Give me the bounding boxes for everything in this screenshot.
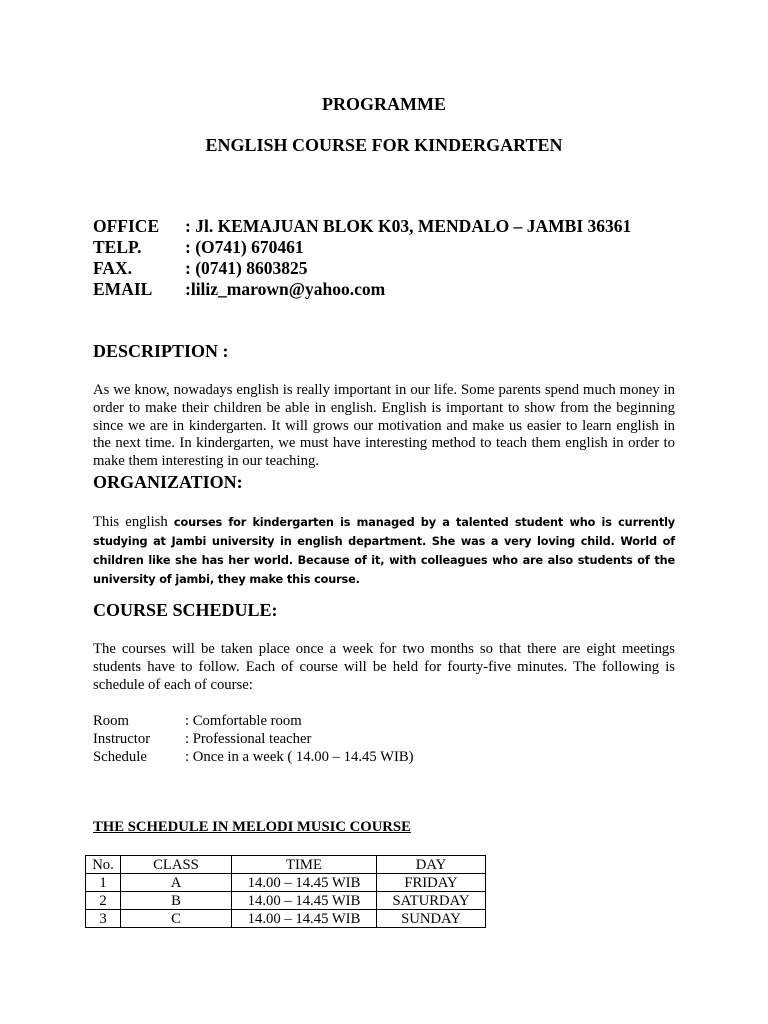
column-header-no: No.: [86, 856, 121, 874]
table-row: [86, 892, 486, 910]
contact-label: EMAIL: [93, 279, 153, 299]
table-cell: SATURDAY: [377, 892, 486, 910]
schedule-table-title: THE SCHEDULE IN MELODI MUSIC COURSE: [93, 819, 411, 835]
contact-row-office: [93, 216, 631, 237]
detail-value: : Comfortable room: [185, 713, 302, 729]
schedule-table: [85, 855, 486, 928]
table-cell: FRIDAY: [377, 874, 486, 892]
table-cell: 1: [86, 874, 121, 892]
column-header-day: DAY: [377, 856, 486, 874]
contact-label: FAX.: [93, 258, 133, 278]
organization-text-lead: This english: [93, 514, 174, 530]
detail-label: Room: [93, 713, 129, 729]
contact-row-fax: [93, 258, 631, 279]
contact-block: [93, 216, 631, 300]
course-schedule-heading: COURSE SCHEDULE:: [93, 600, 278, 620]
detail-value: : Once in a week ( 14.00 – 14.45 WIB): [185, 749, 414, 765]
organization-text: [93, 513, 675, 589]
detail-value: : Professional teacher: [185, 731, 312, 747]
detail-label: Instructor: [93, 731, 151, 747]
column-header-time: TIME: [232, 856, 377, 874]
page-subtitle: ENGLISH COURSE FOR KINDERGARTEN: [205, 135, 563, 155]
contact-label: TELP.: [93, 237, 142, 257]
table-cell: 14.00 – 14.45 WIB: [232, 892, 377, 910]
table-header-row: [86, 856, 486, 874]
table-cell: 3: [86, 910, 121, 928]
contact-value: : Jl. KEMAJUAN BLOK K03, MENDALO – JAMBI 36361: [185, 216, 632, 236]
contact-row-email: [93, 279, 631, 300]
contact-value: : (O741) 670461: [185, 237, 304, 257]
column-header-class: CLASS: [121, 856, 232, 874]
table-cell: B: [121, 892, 232, 910]
course-schedule-text: The courses will be taken place once a week for two months so that there are eight meetings students have to follow. Each of course will be held for fourty-five minutes. The following is schedule of each of course:: [93, 641, 675, 693]
detail-row-instructor: [93, 730, 414, 748]
contact-value: :liliz_marown@yahoo.com: [185, 279, 386, 299]
page-title: PROGRAMME: [322, 94, 446, 114]
description-text: As we know, nowadays english is really important in our life. Some parents spend much money in order to make their children be able in english. English is important to show from the beginning since we are in kindergarten. It will grows our motivation and make us easier to learn english in the next time. In kindergarten, we must have interesting method to teach them english in order to make them interesting in our teaching.: [93, 382, 675, 470]
table-cell: 14.00 – 14.45 WIB: [232, 910, 377, 928]
table-row: [86, 874, 486, 892]
table-cell: A: [121, 874, 232, 892]
contact-value: : (0741) 8603825: [185, 258, 308, 278]
table-cell: 2: [86, 892, 121, 910]
table-row: [86, 910, 486, 928]
description-heading: DESCRIPTION :: [93, 341, 229, 361]
course-details: [93, 712, 414, 766]
contact-label: OFFICE: [93, 216, 160, 236]
detail-label: Schedule: [93, 749, 147, 765]
detail-row-room: [93, 712, 414, 730]
organization-heading: ORGANIZATION:: [93, 472, 243, 492]
detail-row-schedule: [93, 748, 414, 766]
table-cell: 14.00 – 14.45 WIB: [232, 874, 377, 892]
contact-row-telp: [93, 237, 631, 258]
organization-text-rest: courses for kindergarten is managed by a talented student who is currently studying at Jambi university in english department. She was a very loving child. World of children like she has her world. Because of it, with colleagues who are also students of the university of jambi, they make this course.: [93, 516, 676, 586]
table-cell: C: [121, 910, 232, 928]
table-cell: SUNDAY: [377, 910, 486, 928]
